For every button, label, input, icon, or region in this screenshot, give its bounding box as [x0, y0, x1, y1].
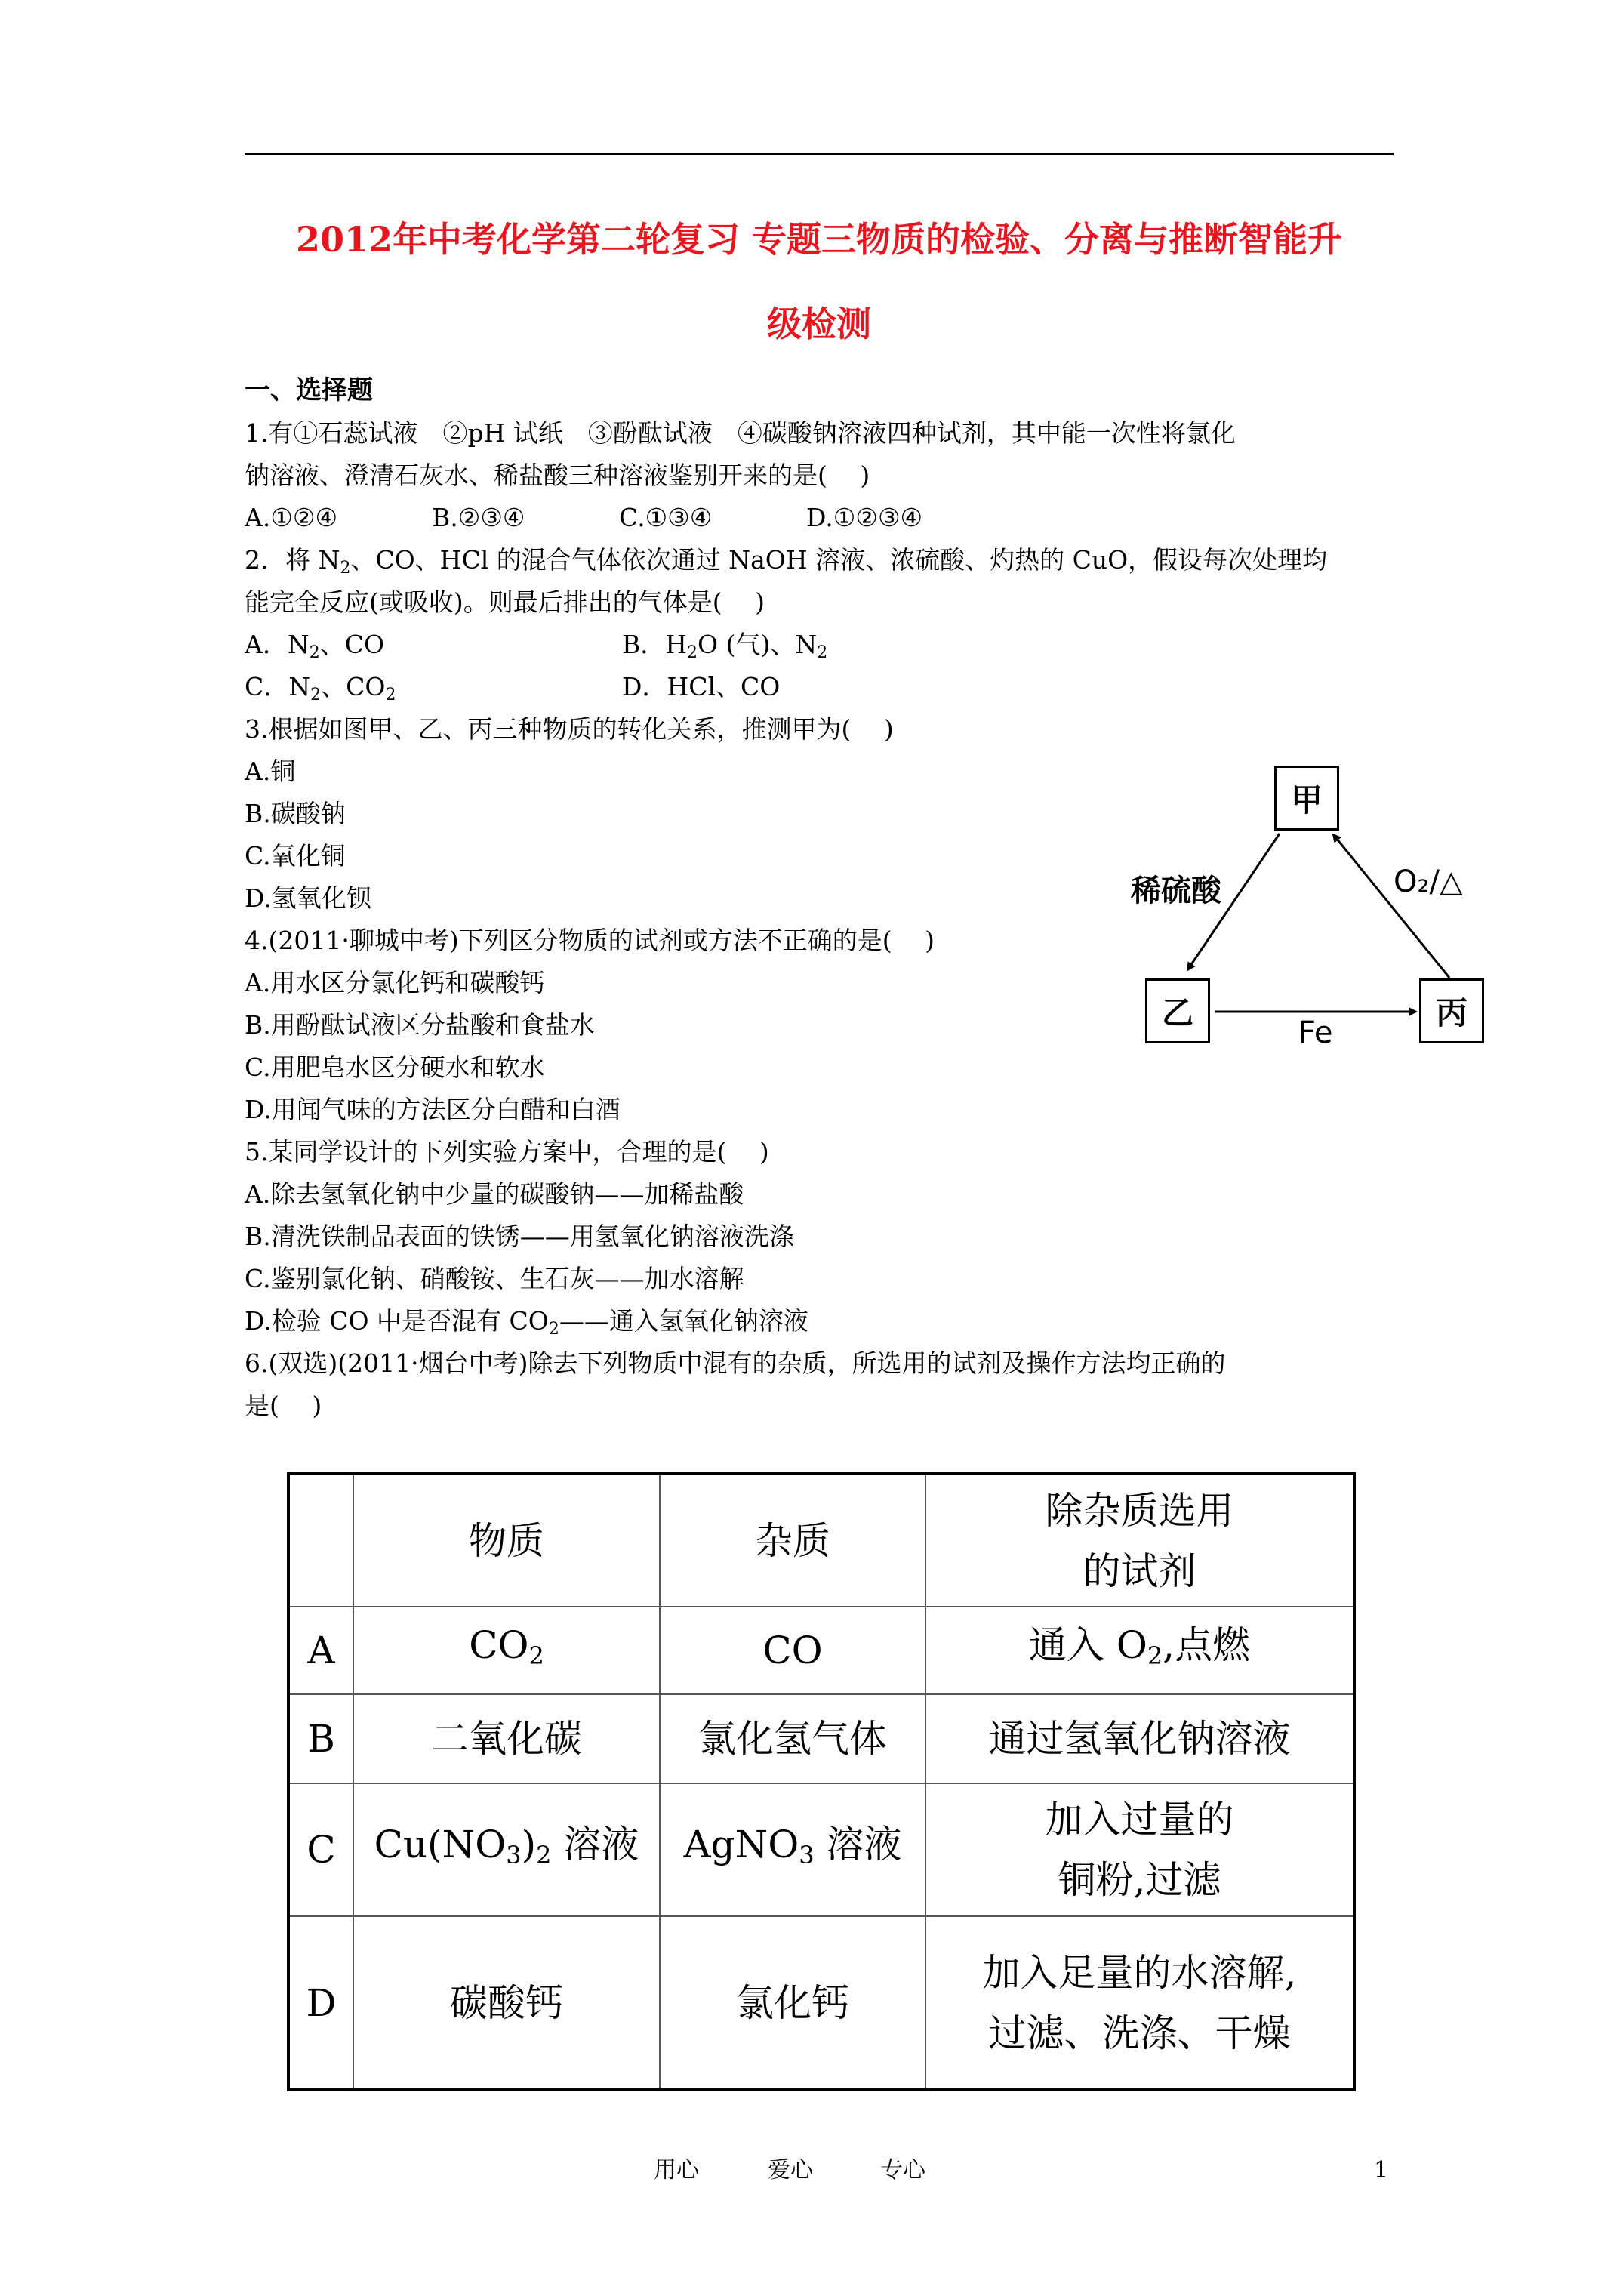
document-title-line2: 级检测 [767, 304, 871, 344]
cell-substance: Cu(NO3)2 溶液 [353, 1783, 660, 1916]
q4-option-b: B.用酚酞试液区分盐酸和食盐水 [245, 1010, 595, 1040]
q5-option-c: C.鉴别氯化钠、硝酸铵、生石灰——加水溶解 [245, 1264, 744, 1293]
cell-impurity: AgNO3 溶液 [660, 1783, 925, 1916]
cell-substance: 二氧化碳 [353, 1694, 660, 1783]
row-label: C [288, 1783, 353, 1916]
q3-stem: 3.根据如图甲、乙、丙三种物质的转化关系，推测甲为( ) [245, 714, 894, 744]
cell-reagent: 通入 O2,点燃 [925, 1607, 1354, 1694]
header-blank-cell [288, 1474, 353, 1607]
header-rule [245, 153, 1394, 155]
table-header-row [288, 1474, 1354, 1607]
label-fe: Fe [1298, 1015, 1333, 1050]
q3-option-c: C.氧化铜 [245, 841, 346, 871]
table-row [288, 1916, 1354, 2090]
q6-line1: 6.(双选)(2011·烟台中考)除去下列物质中混有的杂质，所选用的试剂及操作方法均正确的 [245, 1348, 1226, 1378]
cell-reagent: 加入过量的 铜粉,过滤 [925, 1783, 1354, 1916]
q2-line2: 能完全反应(或吸收)。则最后排出的气体是( ) [245, 587, 765, 617]
q2-option-d: D．HCl、CO [622, 672, 781, 701]
cell-impurity: 氯化氢气体 [660, 1694, 925, 1783]
cell-impurity: CO [660, 1607, 925, 1694]
header-substance: 物质 [353, 1474, 660, 1607]
q5-option-d: D.检验 CO 中是否混有 $CO_2——$通入氢氧化钠溶液 [245, 1306, 808, 1339]
q2-option-a: A．$N_2$、CO [245, 630, 385, 662]
table-row [288, 1694, 1354, 1783]
q1-line1: 1.有①石蕊试液 ②pH 试纸 ③酚酞试液 ④碳酸钠溶液四种试剂，其中能一次性将氯化 [245, 418, 1236, 448]
cell-reagent: 加入足量的水溶解, 过滤、洗涤、干燥 [925, 1916, 1354, 2090]
document-title-line1: 2012年中考化学第二轮复习 专题三物质的检验、分离与推断智能升 [295, 219, 1343, 260]
page-number: 1 [1374, 2157, 1389, 2184]
q1-line2: 钠溶液、澄清石灰水、稀盐酸三种溶液鉴别开来的是( ) [245, 461, 870, 490]
q4-option-a: A.用水区分氯化钙和碳酸钙 [245, 968, 545, 997]
header-impurity: 杂质 [660, 1474, 925, 1607]
q4-option-d: D.用闻气味的方法区分白醋和白酒 [245, 1095, 621, 1124]
q1-option-d: D.①②③④ [806, 503, 923, 532]
row-label: D [288, 1916, 353, 2090]
cell-substance: 碳酸钙 [353, 1916, 660, 2090]
q5-option-b: B.清洗铁制品表面的铁锈——用氢氧化钠溶液洗涤 [245, 1222, 794, 1251]
q4-stem: 4.(2011·聊城中考)下列区分物质的试剂或方法不正确的是( ) [245, 926, 935, 955]
q1-option-a: A.①②④ [245, 503, 338, 532]
row-label: A [288, 1607, 353, 1694]
section-heading: 一、选择题 [245, 375, 373, 405]
q2-line1: 2．将 $N_2$、CO、HCl 的混合气体依次通过 NaOH 溶液、浓硫酸、灼热的 CuO，假设每次处理均 [245, 545, 1328, 578]
table-row [288, 1607, 1354, 1694]
q1-option-c: C.①③④ [619, 503, 713, 532]
cell-reagent: 通过氢氧化钠溶液 [925, 1694, 1354, 1783]
q3-option-b: B.碳酸钠 [245, 799, 346, 828]
label-dilute-sulfuric-acid: 稀硫酸 [1131, 874, 1221, 908]
node-bing: 丙 [1419, 978, 1484, 1043]
q1-option-b: B.②③④ [432, 503, 525, 532]
footer-word-2: 爱心 [768, 2157, 813, 2184]
q6-line2: 是( ) [245, 1391, 322, 1420]
conversion-diagram [1125, 755, 1495, 1072]
label-oxygen-heat: O₂/△ [1394, 864, 1463, 899]
q2-option-c: C．$N_2$、$CO_2$ [245, 672, 396, 704]
header-reagent: 除杂质选用 的试剂 [925, 1474, 1354, 1607]
q3-option-a: A.铜 [245, 757, 296, 786]
q5-stem: 5.某同学设计的下列实验方案中，合理的是( ) [245, 1137, 769, 1166]
q5-option-a: A.除去氢氧化钠中少量的碳酸钠——加稀盐酸 [245, 1179, 744, 1209]
footer-word-3: 专心 [880, 2157, 925, 2184]
footer-word-1: 用心 [654, 2157, 699, 2184]
q2-option-b: B．$H_2O$ (气)、$N_2$ [622, 630, 828, 662]
arrow-bing-to-jia [1333, 834, 1449, 978]
q3-option-d: D.氢氧化钡 [245, 883, 371, 913]
cell-substance: CO2 [353, 1607, 660, 1694]
q4-option-c: C.用肥皂水区分硬水和软水 [245, 1052, 545, 1082]
cell-impurity: 氯化钙 [660, 1916, 925, 2090]
row-label: B [288, 1694, 353, 1783]
table-row [288, 1783, 1354, 1916]
node-jia: 甲 [1274, 766, 1339, 831]
impurity-removal-table [287, 1472, 1356, 2091]
node-yi: 乙 [1145, 978, 1210, 1043]
